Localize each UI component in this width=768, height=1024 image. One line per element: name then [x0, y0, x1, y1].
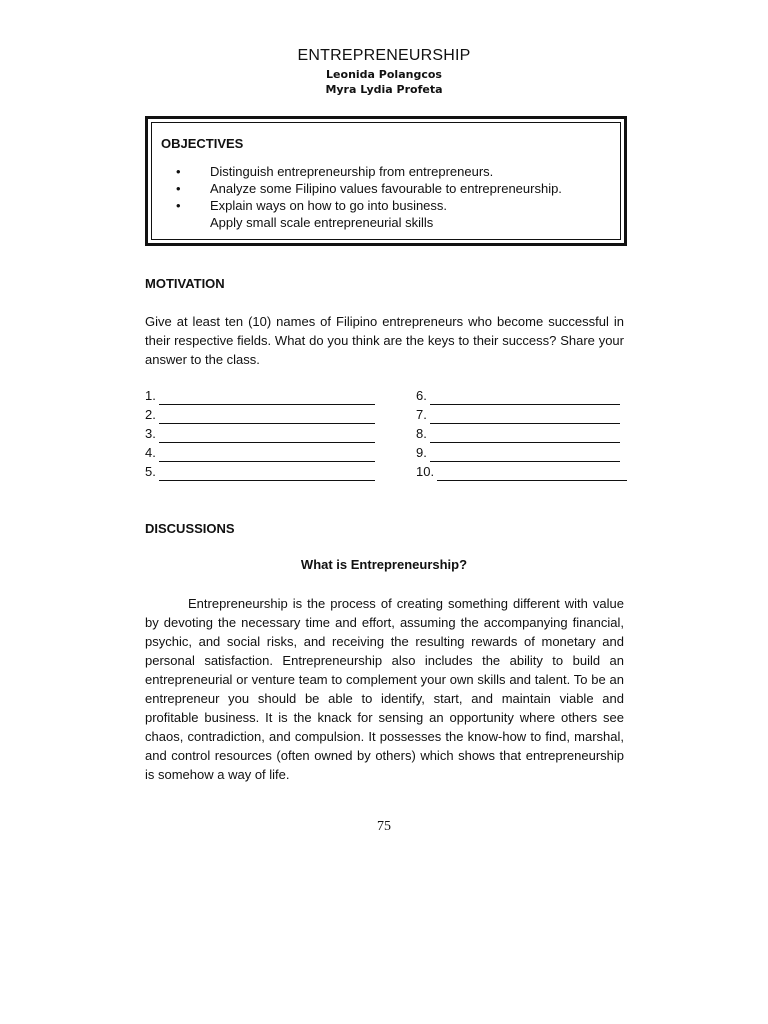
- blank-number: 4.: [145, 445, 156, 460]
- answer-line[interactable]: [430, 411, 620, 424]
- bullet-icon: •: [176, 198, 181, 213]
- answer-blank-row: [416, 386, 627, 405]
- objectives-box: [145, 116, 627, 246]
- blank-number: 6.: [416, 388, 427, 403]
- author-name-2: Myra Lydia Profeta: [325, 83, 443, 96]
- objective-item: [165, 214, 562, 231]
- page-number: 75: [377, 819, 391, 834]
- objectives-list: [165, 163, 562, 231]
- answer-blank-row: [416, 405, 627, 424]
- objective-text: Apply small scale entrepreneurial skills: [210, 215, 434, 230]
- objective-item: [165, 180, 562, 197]
- blank-number: 1.: [145, 388, 156, 403]
- answer-blank-row: [145, 405, 375, 424]
- answer-line[interactable]: [159, 468, 375, 481]
- objective-item: [165, 163, 562, 180]
- answer-blank-row: [416, 462, 627, 481]
- objective-text: Explain ways on how to go into business.: [210, 198, 448, 213]
- blank-number: 5.: [145, 464, 156, 479]
- objectives-box-inner-border: [151, 122, 621, 240]
- objective-text: Distinguish entrepreneurship from entrepreneurs.: [210, 164, 494, 179]
- answer-line[interactable]: [430, 430, 620, 443]
- bullet-icon: •: [176, 164, 181, 179]
- answer-line[interactable]: [159, 449, 375, 462]
- objective-item: [165, 197, 562, 214]
- answer-blank-row: [145, 462, 375, 481]
- bullet-icon: •: [176, 181, 181, 196]
- answer-line[interactable]: [437, 468, 627, 481]
- blank-number: 7.: [416, 407, 427, 422]
- answer-blanks-left: [145, 386, 375, 481]
- answer-blank-row: [145, 386, 375, 405]
- answer-blank-row: [416, 424, 627, 443]
- blank-number: 2.: [145, 407, 156, 422]
- blank-number: 8.: [416, 426, 427, 441]
- answer-line[interactable]: [159, 430, 375, 443]
- blank-number: 9.: [416, 445, 427, 460]
- answer-line[interactable]: [430, 449, 620, 462]
- answer-line[interactable]: [430, 392, 620, 405]
- answer-blank-row: [145, 424, 375, 443]
- discussions-heading: DISCUSSIONS: [145, 521, 235, 536]
- blank-number: 10.: [416, 464, 435, 479]
- objective-text: Analyze some Filipino values favourable to entrepreneurship.: [210, 181, 562, 196]
- objectives-heading: OBJECTIVES: [161, 136, 244, 151]
- document-title: ENTREPRENEURSHIP: [297, 47, 471, 64]
- answer-line[interactable]: [159, 392, 375, 405]
- blank-number: 3.: [145, 426, 156, 441]
- answer-line[interactable]: [159, 411, 375, 424]
- discussion-subheading: What is Entrepreneurship?: [300, 557, 468, 572]
- motivation-heading: MOTIVATION: [145, 276, 225, 291]
- answer-blank-row: [416, 443, 627, 462]
- author-name-1: Leonida Polangcos: [326, 68, 442, 81]
- answer-blank-row: [145, 443, 375, 462]
- discussion-paragraph: Entrepreneurship is the process of creating something different with value by devoting the necessary time and effort, assuming the accompanying financial, psychic, and social risks, and receiving the resulting rewards of monetary and personal satisfaction. Entrepreneurship also includes the ability to build an entrepreneurial or venture team to complement your own skills and talent. To be an entrepreneur you should be able to identify, start, and maintain viable and profitable business. It is the knack for sensing an opportunity where others see chaos, contradiction, and compulsion. It possesses the know-how to find, marshal, and control resources (often owned by others) which shows that entrepreneurship is somehow a way of life.: [145, 596, 624, 782]
- motivation-paragraph: Give at least ten (10) names of Filipino entrepreneurs who become successful in their respective fields. What do you think are the keys to their success? Share your answer to the class.: [145, 314, 624, 367]
- answer-blanks-right: [416, 386, 627, 481]
